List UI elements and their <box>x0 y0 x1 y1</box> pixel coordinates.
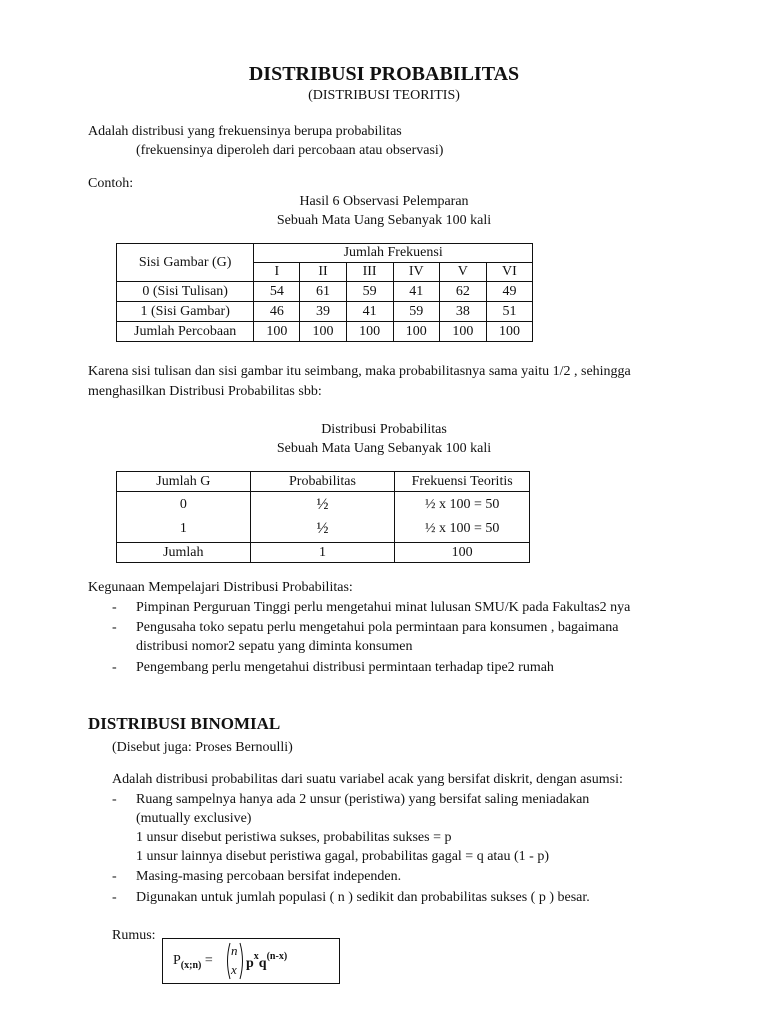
kegunaan-heading: Kegunaan Mempelajari Distribusi Probabilitas: <box>88 580 353 595</box>
formula-lhs <box>173 953 213 971</box>
table1-cell: 62 <box>439 282 486 302</box>
table2-total-label: Jumlah <box>117 543 251 563</box>
table1-col-header: VI <box>486 263 532 282</box>
table1-cell: 41 <box>346 302 393 322</box>
table-row <box>117 543 530 563</box>
table2-g1: 1 <box>179 521 187 536</box>
table1-cell: 100 <box>300 322 346 342</box>
table1-cell: 38 <box>439 302 486 322</box>
probability-table <box>116 471 530 563</box>
table1-cell: 100 <box>393 322 439 342</box>
binomial-heading: DISTRIBUSI BINOMIAL <box>88 714 281 733</box>
kegunaan-item-2a: Pengusaha toko sepatu perlu mengetahui pola permintaan para konsumen , bagaimana <box>136 620 619 635</box>
formula-q-exponent: (n-x) <box>266 951 288 962</box>
bullet-dash: - <box>112 869 117 884</box>
table1-row-label: 0 (Sisi Tulisan) <box>117 282 254 302</box>
table1-col-header: IV <box>393 263 439 282</box>
table2-p0: ½ <box>316 496 329 513</box>
table2-caption-1: Distribusi Probabilitas <box>321 422 447 437</box>
binomial-top: n <box>231 943 238 958</box>
binomial-aka: (Disebut juga: Proses Bernoulli) <box>112 740 293 755</box>
formula-p: p <box>246 956 254 971</box>
table1-cell: 41 <box>393 282 439 302</box>
table1-cell: 100 <box>254 322 300 342</box>
bullet-dash: - <box>112 890 117 905</box>
table-row <box>117 322 533 342</box>
table1-cell: 100 <box>346 322 393 342</box>
table1-cell: 51 <box>486 302 532 322</box>
intro-line-2: (frekuensinya diperoleh dari percobaan atau observasi) <box>136 143 444 158</box>
formula-lhs-subscript: (x;n) <box>180 960 202 971</box>
binomial-coefficient <box>224 940 246 982</box>
table1-col-header: II <box>300 263 346 282</box>
kegunaan-item-2b: distribusi nomor2 sepatu yang diminta konsumen <box>136 639 413 654</box>
table2-g0: 0 <box>179 497 187 512</box>
table1-col-header: III <box>346 263 393 282</box>
bullet-dash: - <box>112 660 117 675</box>
binomial-bullet-1b: (mutually exclusive) <box>136 811 252 826</box>
table1-group-header: Jumlah Frekuensi <box>254 244 533 263</box>
bullet-dash: - <box>112 792 117 807</box>
formula-p-symbol: P <box>173 953 181 968</box>
table1-caption-2: Sebuah Mata Uang Sebanyak 100 kali <box>276 213 492 228</box>
table1-cell: 100 <box>439 322 486 342</box>
bullet-dash: - <box>112 600 117 615</box>
table1-cell: 59 <box>346 282 393 302</box>
table1-cell: 39 <box>300 302 346 322</box>
page-subtitle: (DISTRIBUSI TEORITIS) <box>308 88 460 103</box>
intro-line-1: Adalah distribusi yang frekuensinya berupa probabilitas <box>88 124 402 139</box>
table-row <box>117 282 533 302</box>
table2-total-f: 100 <box>395 543 530 563</box>
binomial-bottom: x <box>231 962 237 977</box>
table1-row-label: Jumlah Percobaan <box>117 322 254 342</box>
formula-p-exponent: x <box>253 951 259 962</box>
table2-p1: ½ <box>316 520 329 537</box>
table1-col-header: V <box>439 263 486 282</box>
table1-cell: 49 <box>486 282 532 302</box>
table-row <box>117 302 533 322</box>
contoh-label: Contoh: <box>88 176 134 191</box>
formula-rhs <box>246 951 287 972</box>
table1-caption-1: Hasil 6 Observasi Pelemparan <box>299 194 469 209</box>
table1-row-label: 1 (Sisi Gambar) <box>117 302 254 322</box>
rumus-label: Rumus: <box>112 928 156 943</box>
binomial-bullet-2: Masing-masing percobaan bersifat independen. <box>136 869 402 884</box>
kegunaan-item-1: Pimpinan Perguruan Tinggi perlu mengetahui minat lulusan SMU/K pada Fakultas2 nya <box>136 600 631 615</box>
formula-box <box>162 938 340 984</box>
observation-table <box>116 243 533 342</box>
table2-f1: ½ x 100 = 50 <box>424 521 500 536</box>
table-row <box>117 492 530 543</box>
table2-f0: ½ x 100 = 50 <box>424 497 500 512</box>
table2-caption-2: Sebuah Mata Uang Sebanyak 100 kali <box>276 441 492 456</box>
binomial-definition: Adalah distribusi probabilitas dari suatu variabel acak yang bersifat diskrit, dengan asumsi: <box>112 772 623 787</box>
binomial-bullet-1d: 1 unsur lainnya disebut peristiwa gagal, probabilitas gagal = q atau (1 - p) <box>136 849 550 864</box>
para2-line-1: Karena sisi tulisan dan sisi gambar itu seimbang, maka probabilitasnya sama yaitu 1/2 , sehingga <box>88 364 631 379</box>
formula-q: q <box>258 956 267 971</box>
para2-line-2: menghasilkan Distribusi Probabilitas sbb: <box>88 384 322 399</box>
table2-header: Probabilitas <box>250 472 395 492</box>
table2-header: Jumlah G <box>117 472 251 492</box>
page-title: DISTRIBUSI PROBABILITAS <box>248 63 520 85</box>
binomial-bullet-3: Digunakan untuk jumlah populasi ( n ) sedikit dan probabilitas sukses ( p ) besar. <box>136 890 590 905</box>
table1-cell: 59 <box>393 302 439 322</box>
bullet-dash: - <box>112 620 117 635</box>
table2-header: Frekuensi Teoritis <box>395 472 530 492</box>
table1-cell: 54 <box>254 282 300 302</box>
table1-col-header: I <box>254 263 300 282</box>
kegunaan-item-3: Pengembang perlu mengetahui distribusi permintaan terhadap tipe2 rumah <box>136 660 554 675</box>
table1-row-header: Sisi Gambar (G) <box>117 244 254 282</box>
table1-cell: 100 <box>486 322 532 342</box>
binomial-bullet-1a: Ruang sampelnya hanya ada 2 unsur (peristiwa) yang bersifat saling meniadakan <box>136 792 590 807</box>
formula-equals: = <box>204 953 213 968</box>
table1-cell: 46 <box>254 302 300 322</box>
table1-cell: 61 <box>300 282 346 302</box>
binomial-bullet-1c: 1 unsur disebut peristiwa sukses, probabilitas sukses = p <box>136 830 452 845</box>
table2-total-p: 1 <box>250 543 395 563</box>
